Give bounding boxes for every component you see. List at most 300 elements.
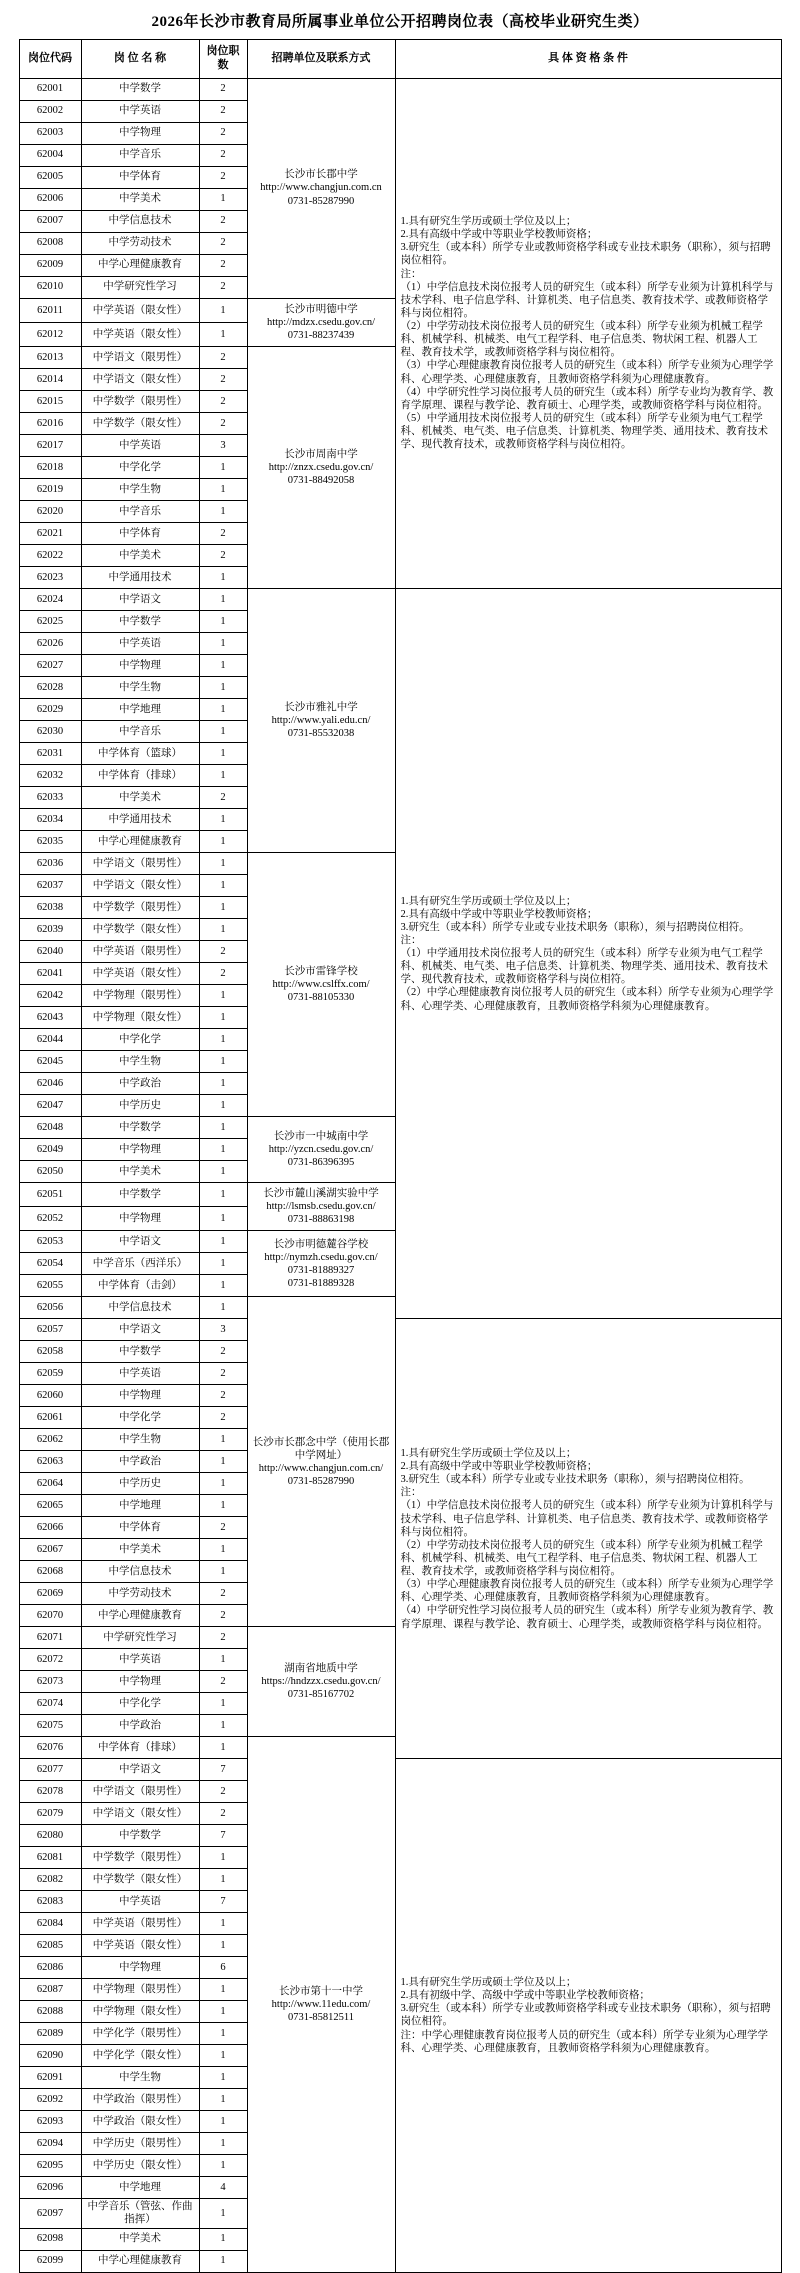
cell-position-name: 中学英语（限女性） [81,962,199,984]
cell-code: 62088 [19,2001,81,2023]
cell-position-name: 中学劳动技术 [81,232,199,254]
cell-code: 62099 [19,2250,81,2272]
cell-code: 62097 [19,2199,81,2228]
cell-quota: 1 [199,2155,247,2177]
unit-name: 长沙市明德麓谷学校 [273,1238,369,1250]
cell-recruiting-unit [247,1116,395,1182]
cell-quota: 1 [199,456,247,478]
cell-position-name: 中学地理 [81,1495,199,1517]
cell-quota: 2 [199,1363,247,1385]
cell-code: 62064 [19,1473,81,1495]
cell-code: 62087 [19,1979,81,2001]
cell-code: 62060 [19,1385,81,1407]
cell-code: 62018 [19,456,81,478]
requirement-line: 3.研究生（或本科）所学专业或教师资格学科或专业技术职务（职称），须与招聘岗位相符。 [400,242,771,267]
cell-position-name: 中学音乐 [81,144,199,166]
cell-code: 62022 [19,544,81,566]
table-row [19,78,781,100]
cell-position-name: 中学体育（排球） [81,1737,199,1759]
cell-position-name: 中学数学（限女性） [81,918,199,940]
cell-quota: 1 [199,1495,247,1517]
cell-position-name: 中学音乐（管弦、作曲指挥） [81,2199,199,2228]
requirement-line: 1.具有研究生学历或硕士学位及以上； [400,1447,577,1459]
cell-code: 62027 [19,654,81,676]
cell-code: 62026 [19,632,81,654]
cell-quota: 1 [199,1913,247,1935]
requirement-line: 3.研究生（或本科）所学专业或专业技术职务（职称），须与招聘岗位相符。 [400,921,750,933]
cell-position-name: 中学生物 [81,478,199,500]
cell-quota: 6 [199,1957,247,1979]
cell-position-name: 中学语文（限男性） [81,1781,199,1803]
cell-position-name: 中学研究性学习 [81,1627,199,1649]
cell-position-name: 中学音乐 [81,500,199,522]
unit-website[interactable]: http://www.yali.edu.cn/ [271,714,371,726]
requirement-line: （1）中学信息技术岗位报考人员的研究生（或本科）所学专业须为计算机科学与技术学科、电子信息学科、计算机类、电子信息类、教育技术学、或教师资格学科与岗位相符。 [400,1500,774,1538]
cell-quota: 1 [199,1297,247,1319]
cell-position-name: 中学化学 [81,1028,199,1050]
unit-website[interactable]: http://yzcn.csedu.gov.cn/ [268,1143,374,1155]
cell-position-name: 中学数学 [81,610,199,632]
cell-position-name: 中学美术 [81,1539,199,1561]
cell-code: 62013 [19,346,81,368]
cell-position-name: 中学美术 [81,786,199,808]
cell-position-name: 中学物理 [81,1385,199,1407]
cell-recruiting-unit [247,1627,395,1737]
requirement-line: 2.具有高级中学或中等职业学校教师资格； [400,908,598,920]
cell-code: 62040 [19,940,81,962]
table-body [19,78,781,2272]
cell-code: 62039 [19,918,81,940]
cell-code: 62041 [19,962,81,984]
cell-recruiting-unit [247,346,395,588]
cell-code: 62070 [19,1605,81,1627]
cell-quota: 2 [199,962,247,984]
cell-position-name: 中学语文 [81,588,199,610]
unit-name: 长沙市雅礼中学 [284,701,358,713]
unit-phone: 0731-81889327 0731-81889328 [287,1264,355,1289]
cell-code: 62036 [19,852,81,874]
cell-recruiting-unit [247,298,395,346]
cell-quota: 1 [199,632,247,654]
cell-quota: 2 [199,1517,247,1539]
unit-name: 长沙市周南中学 [284,448,358,460]
cell-quota: 1 [199,2089,247,2111]
cell-quota: 2 [199,210,247,232]
cell-code: 62086 [19,1957,81,1979]
cell-code: 62035 [19,830,81,852]
cell-position-name: 中学英语 [81,1891,199,1913]
cell-code: 62011 [19,298,81,322]
cell-code: 62031 [19,742,81,764]
cell-code: 62096 [19,2177,81,2199]
unit-website[interactable]: https://hndzzx.csedu.gov.cn/ [261,1676,381,1688]
unit-name: 长沙市雷锋学校 [284,965,358,977]
requirement-line: 2.具有高级中学或中等职业学校教师资格； [400,229,598,241]
cell-quota: 2 [199,276,247,298]
requirement-line: 注：中学心理健康教育岗位报考人员的研究生（或本科）所学专业须为心理学学科、心理学类、心理健康教育，且教师资格学科须为心理健康教育。 [400,2029,768,2054]
cell-position-name: 中学英语（限女性） [81,298,199,322]
cell-code: 62048 [19,1116,81,1138]
cell-code: 62058 [19,1341,81,1363]
header-req: 具 体 资 格 条 件 [395,40,781,79]
cell-quota: 1 [199,1429,247,1451]
cell-quota: 1 [199,298,247,322]
cell-quota: 2 [199,1341,247,1363]
cell-position-name: 中学研究性学习 [81,276,199,298]
requirement-line: （3）中学心理健康教育岗位报考人员的研究生（或本科）所学专业须为心理学学科、心理学类、心理健康教育，且教师资格学科须为心理健康教育。 [400,1579,774,1604]
cell-position-name: 中学物理 [81,1138,199,1160]
cell-code: 62028 [19,676,81,698]
cell-code: 62037 [19,874,81,896]
unit-name: 长沙市长郡中学 [284,169,358,181]
cell-quota: 1 [199,1138,247,1160]
header-code: 岗位代码 [19,40,81,79]
requirement-line: （2）中学劳动技术岗位报考人员的研究生（或本科）所学专业须为机械工程学科、机械学科、机械类、电气工程学科、电子信息类、物状闲工程、机器人工程、教育技术学，或教师资格学科与岗位相符。 [400,321,763,359]
cell-code: 62007 [19,210,81,232]
cell-code: 62062 [19,1429,81,1451]
cell-position-name: 中学地理 [81,698,199,720]
cell-recruiting-unit [247,1231,395,1297]
unit-website[interactable]: http://nymzh.csedu.gov.cn/ [264,1251,378,1263]
cell-position-name: 中学信息技术 [81,210,199,232]
cell-position-name: 中学美术 [81,188,199,210]
cell-code: 62092 [19,2089,81,2111]
cell-code: 62029 [19,698,81,720]
header-name: 岗 位 名 称 [81,40,199,79]
cell-quota: 2 [199,78,247,100]
cell-quota: 1 [199,2001,247,2023]
cell-quota: 1 [199,1072,247,1094]
unit-website[interactable]: http://mdzx.csedu.gov.cn/ [266,316,376,328]
unit-phone: 0731-88863198 [287,1214,355,1226]
requirement-line: 注： [400,934,422,946]
cell-code: 62034 [19,808,81,830]
cell-code: 62079 [19,1803,81,1825]
cell-code: 62019 [19,478,81,500]
cell-code: 62071 [19,1627,81,1649]
unit-phone: 0731-88105330 [287,991,355,1003]
cell-position-name: 中学物理（限女性） [81,1006,199,1028]
cell-quota: 1 [199,1451,247,1473]
cell-position-name: 中学数学（限女性） [81,1869,199,1891]
unit-name: 长沙市长郡念中学（使用长郡中学网址） [252,1436,390,1461]
cell-code: 62076 [19,1737,81,1759]
cell-code: 62093 [19,2111,81,2133]
unit-website[interactable]: http://www.changjun.com.cn [260,182,382,194]
table-header-row [19,40,781,79]
requirement-line: 1.具有研究生学历或硕士学位及以上； [400,1977,577,1988]
requirement-line: 1.具有研究生学历或硕士学位及以上； [400,216,577,228]
cell-code: 62020 [19,500,81,522]
cell-position-name: 中学生物 [81,1429,199,1451]
page-title: 2026年长沙市教育局所属事业单位公开招聘岗位表（高校毕业研究生类） [151,14,649,30]
cell-code: 62078 [19,1781,81,1803]
cell-position-name: 中学物理（限男性） [81,984,199,1006]
cell-position-name: 中学英语 [81,1363,199,1385]
cell-code: 62001 [19,78,81,100]
table-row [19,1759,781,1781]
cell-quota: 1 [199,1869,247,1891]
cell-quota: 1 [199,478,247,500]
cell-code: 62065 [19,1495,81,1517]
cell-quota: 2 [199,1627,247,1649]
unit-phone: 0731-85167702 [287,1689,355,1701]
cell-position-name: 中学语文 [81,1231,199,1253]
unit-website[interactable]: http://znzx.csedu.gov.cn/ [268,461,374,473]
cell-recruiting-unit [247,852,395,1116]
cell-code: 62073 [19,1671,81,1693]
cell-quota: 2 [199,544,247,566]
cell-position-name: 中学美术 [81,1160,199,1182]
recruitment-table [19,39,782,2273]
cell-position-name: 中学物理 [81,654,199,676]
cell-code: 62006 [19,188,81,210]
cell-code: 62049 [19,1138,81,1160]
cell-position-name: 中学数学 [81,1116,199,1138]
cell-quota: 1 [199,764,247,786]
cell-position-name: 中学化学（限女性） [81,2045,199,2067]
requirement-line: （2）中学心理健康教育岗位报考人员的研究生（或本科）所学专业须为心理学学科、心理学类、心理健康教育，且教师资格学科须为心理健康教育。 [400,987,774,1012]
cell-quota: 2 [199,1781,247,1803]
cell-quota: 2 [199,412,247,434]
requirement-line: 1.具有研究生学历或硕士学位及以上； [400,895,577,907]
cell-code: 62038 [19,896,81,918]
cell-position-name: 中学美术 [81,544,199,566]
cell-position-name: 中学英语 [81,1649,199,1671]
cell-position-name: 中学历史 [81,1094,199,1116]
cell-position-name: 中学通用技术 [81,566,199,588]
cell-quota: 1 [199,918,247,940]
unit-website[interactable]: http://www.cslffx.com/ [272,978,370,990]
cell-position-name: 中学政治（限男性） [81,2089,199,2111]
unit-website[interactable]: http://lsmsb.csedu.gov.cn/ [266,1201,376,1212]
requirement-line: 2.具有初级中学、高级中学或中等职业学校教师资格； [400,1990,650,2002]
requirement-line: （3）中学心理健康教育岗位报考人员的研究生（或本科）所学专业须为心理学学科、心理学类、心理健康教育，且教师资格学科须为心理健康教育。 [400,360,774,385]
cell-quota: 1 [199,1715,247,1737]
cell-position-name: 中学体育 [81,166,199,188]
cell-position-name: 中学语文 [81,1759,199,1781]
requirement-line: （1）中学信息技术岗位报考人员的研究生（或本科）所学专业须为计算机科学与技术学科、电子信息学科、计算机类、电子信息类、教育技术学、或教师资格学科与岗位相符。 [400,281,774,319]
cell-code: 62033 [19,786,81,808]
cell-quota: 2 [199,1407,247,1429]
cell-quota: 1 [199,188,247,210]
cell-quota: 1 [199,322,247,346]
cell-position-name: 中学心理健康教育 [81,254,199,276]
cell-quota: 1 [199,808,247,830]
cell-code: 62052 [19,1207,81,1231]
cell-code: 62074 [19,1693,81,1715]
cell-position-name: 中学物理（限男性） [81,1979,199,2001]
cell-code: 62068 [19,1561,81,1583]
cell-position-name: 中学数学 [81,1341,199,1363]
unit-name: 长沙市麓山溪湖实验中学 [263,1187,379,1199]
cell-quota: 1 [199,1847,247,1869]
cell-quota: 3 [199,434,247,456]
cell-code: 62046 [19,1072,81,1094]
cell-position-name: 中学化学 [81,456,199,478]
cell-position-name: 中学数学（限男性） [81,390,199,412]
cell-quota: 2 [199,940,247,962]
cell-code: 62091 [19,2067,81,2089]
cell-code: 62081 [19,1847,81,1869]
cell-position-name: 中学物理（限女性） [81,2001,199,2023]
cell-quota: 2 [199,100,247,122]
cell-code: 62030 [19,720,81,742]
cell-quota: 1 [199,852,247,874]
cell-code: 62085 [19,1935,81,1957]
cell-quota: 2 [199,1605,247,1627]
cell-position-name: 中学语文（限女性） [81,368,199,390]
cell-code: 62050 [19,1160,81,1182]
cell-quota: 2 [199,166,247,188]
unit-phone: 0731-85532038 [287,727,355,739]
cell-recruiting-unit [247,78,395,298]
cell-position-name: 中学化学 [81,1693,199,1715]
cell-code: 62083 [19,1891,81,1913]
cell-position-name: 中学语文（限女性） [81,1803,199,1825]
cell-recruiting-unit [247,1737,395,2272]
cell-position-name: 中学通用技术 [81,808,199,830]
cell-quota: 2 [199,144,247,166]
cell-recruiting-unit [247,1297,395,1627]
cell-quota: 1 [199,610,247,632]
cell-quota: 1 [199,1649,247,1671]
unit-phone: 0731-85812511 [287,2011,355,2023]
requirement-line: （4）中学研究性学习岗位报考人员的研究生（或本科）所学专业须为教育学、教育学原理、课程与教学论、教育硕士、心理学类，或教师资格学科与岗位相符。 [400,1605,774,1630]
cell-quota: 2 [199,232,247,254]
cell-position-name: 中学语文（限男性） [81,852,199,874]
cell-quota: 1 [199,1182,247,1206]
cell-position-name: 中学音乐（西洋乐） [81,1253,199,1275]
cell-position-name: 中学信息技术 [81,1297,199,1319]
requirement-line: （2）中学劳动技术岗位报考人员的研究生（或本科）所学专业须为机械工程学科、机械学科、机械类、电气工程学科、电子信息类、物状闲工程、机器人工程、教育技术学，或教师资格学科与岗位相符。 [400,1539,763,1577]
cell-code: 62080 [19,1825,81,1847]
cell-code: 62025 [19,610,81,632]
cell-code: 62089 [19,2023,81,2045]
requirement-line: 注： [400,1487,422,1499]
cell-quota: 1 [199,1207,247,1231]
cell-position-name: 中学体育（排球） [81,764,199,786]
cell-quota: 1 [199,500,247,522]
cell-position-name: 中学物理 [81,1957,199,1979]
cell-code: 62017 [19,434,81,456]
cell-quota: 2 [199,1583,247,1605]
cell-quota: 1 [199,1561,247,1583]
cell-recruiting-unit [247,1182,395,1230]
cell-quota: 1 [199,1160,247,1182]
requirement-line: 3.研究生（或本科）所学专业或专业技术职务（职称），须与招聘岗位相符。 [400,1474,750,1486]
unit-name: 长沙市一中城南中学 [273,1130,369,1142]
cell-position-name: 中学音乐 [81,720,199,742]
cell-quota: 1 [199,742,247,764]
cell-position-name: 中学英语（限男性） [81,940,199,962]
cell-quota: 1 [199,2199,247,2228]
cell-code: 62051 [19,1182,81,1206]
cell-requirements [395,78,781,588]
cell-code: 62063 [19,1451,81,1473]
cell-code: 62023 [19,566,81,588]
unit-phone: 0731-86396395 [287,1156,355,1168]
unit-phone: 0731-85287990 [287,195,355,207]
cell-quota: 1 [199,2133,247,2155]
unit-name: 湖南省地质中学 [284,1663,358,1675]
cell-quota: 1 [199,588,247,610]
cell-code: 62012 [19,322,81,346]
cell-position-name: 中学历史（限女性） [81,2155,199,2177]
cell-position-name: 中学数学（限男性） [81,896,199,918]
cell-code: 62032 [19,764,81,786]
cell-position-name: 中学政治（限女性） [81,2111,199,2133]
cell-quota: 1 [199,830,247,852]
cell-code: 62059 [19,1363,81,1385]
cell-code: 62057 [19,1319,81,1341]
cell-position-name: 中学物理 [81,122,199,144]
cell-position-name: 中学体育 [81,1517,199,1539]
cell-quota: 2 [199,786,247,808]
cell-position-name: 中学英语（限女性） [81,322,199,346]
cell-position-name: 中学英语 [81,434,199,456]
cell-code: 62009 [19,254,81,276]
cell-code: 62021 [19,522,81,544]
cell-position-name: 中学物理 [81,1671,199,1693]
cell-position-name: 中学心理健康教育 [81,2250,199,2272]
cell-code: 62077 [19,1759,81,1781]
cell-quota: 1 [199,720,247,742]
unit-website[interactable]: http://www.11edu.com/ [271,1998,371,2010]
cell-quota: 2 [199,368,247,390]
cell-quota: 1 [199,874,247,896]
cell-code: 62067 [19,1539,81,1561]
table-row [19,588,781,610]
cell-code: 62053 [19,1231,81,1253]
cell-position-name: 中学数学 [81,78,199,100]
cell-quota: 1 [199,1116,247,1138]
cell-quota: 2 [199,1385,247,1407]
cell-position-name: 中学美术 [81,2228,199,2250]
cell-position-name: 中学物理 [81,1207,199,1231]
cell-quota: 2 [199,390,247,412]
unit-phone: 0731-85287990 [287,1475,355,1487]
cell-code: 62010 [19,276,81,298]
cell-code: 62095 [19,2155,81,2177]
cell-code: 62016 [19,412,81,434]
cell-position-name: 中学体育（击剑） [81,1275,199,1297]
cell-quota: 1 [199,566,247,588]
cell-quota: 1 [199,2045,247,2067]
cell-quota: 1 [199,1050,247,1072]
cell-code: 62044 [19,1028,81,1050]
cell-quota: 1 [199,896,247,918]
cell-code: 62015 [19,390,81,412]
cell-code: 62014 [19,368,81,390]
cell-quota: 1 [199,1473,247,1495]
cell-code: 62072 [19,1649,81,1671]
cell-position-name: 中学历史 [81,1473,199,1495]
header-unit: 招聘单位及联系方式 [247,40,395,79]
unit-website[interactable]: http://www.changjun.com.cn/ [258,1462,384,1474]
cell-code: 62024 [19,588,81,610]
requirement-line: （1）中学通用技术岗位报考人员的研究生（或本科）所学专业须为电气工程学科、机械类、电气类、电子信息类、计算机类、物理学类、通用技术、教育技术学、现代教育技术，或教师资格学科与岗位相符。 [400,948,768,986]
cell-position-name: 中学语文 [81,1319,199,1341]
cell-code: 62008 [19,232,81,254]
requirement-line: 注： [400,268,422,280]
cell-quota: 1 [199,1275,247,1297]
cell-quota: 2 [199,1671,247,1693]
cell-position-name: 中学英语 [81,632,199,654]
cell-position-name: 中学化学 [81,1407,199,1429]
requirement-line: 3.研究生（或本科）所学专业或教师资格学科或专业技术职务（职称），须与招聘岗位相符。 [400,2003,771,2028]
cell-code: 62056 [19,1297,81,1319]
